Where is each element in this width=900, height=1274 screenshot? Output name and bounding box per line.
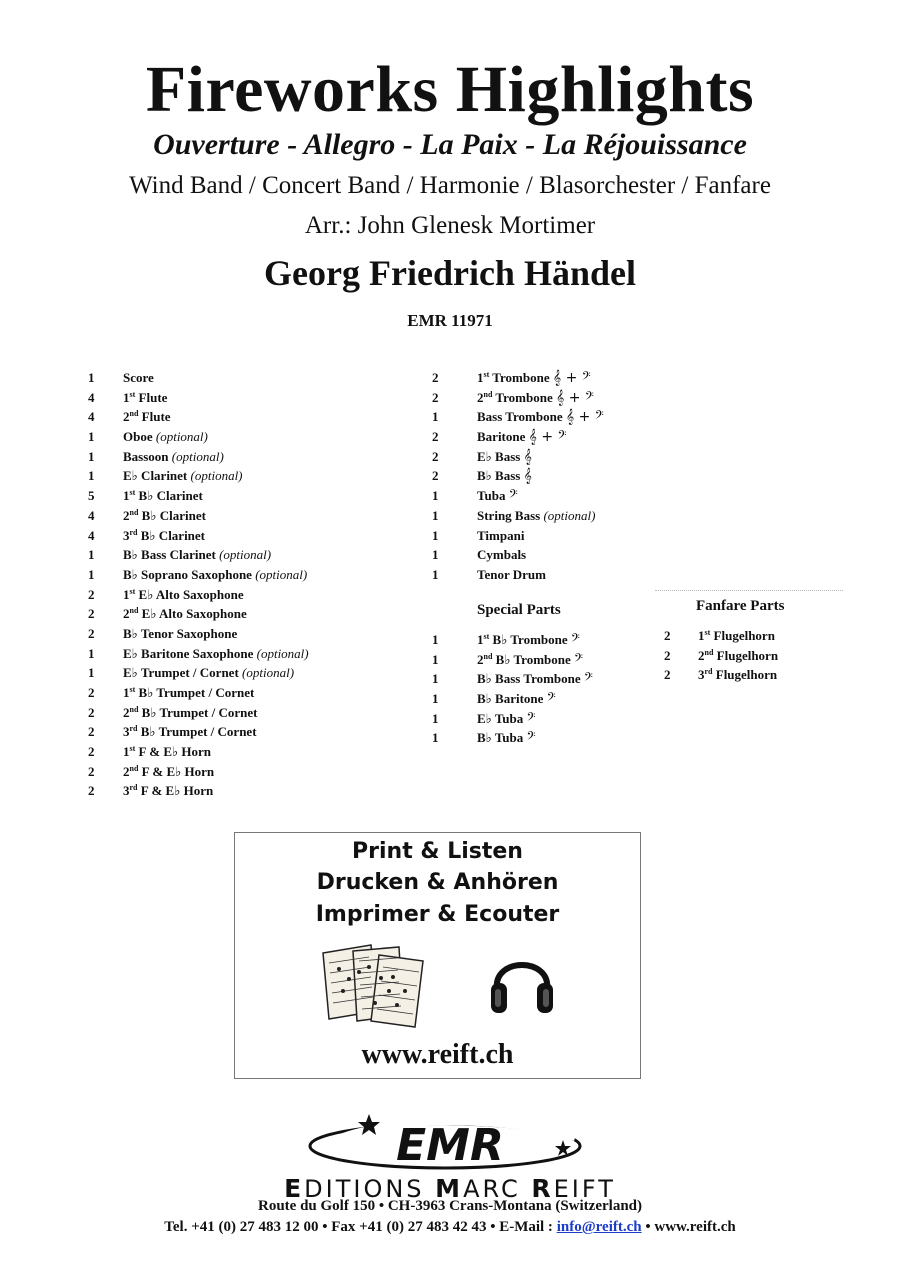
part-quantity: 2 <box>88 586 95 602</box>
part-name: 2nd E♭ Alto Saxophone <box>123 606 247 622</box>
part-quantity: 1 <box>88 468 95 484</box>
part-name: Oboe (optional) <box>123 429 208 445</box>
clef-icon: 𝄢 <box>508 488 518 505</box>
optional-note: (optional) <box>255 566 308 582</box>
part-name: E♭ Bass 𝄞 <box>477 448 532 465</box>
part-quantity: 2 <box>88 763 95 779</box>
part-name: 3rd B♭ Trumpet / Cornet <box>123 724 257 740</box>
part-name: 2nd F & E♭ Horn <box>123 763 215 779</box>
optional-note: (optional) <box>242 665 295 681</box>
ensembles: Wind Band / Concert Band / Harmonie / Blasorchester / Fanfare <box>129 172 771 199</box>
part-name: B♭ Bass 𝄞 <box>477 468 532 485</box>
part-quantity: 1 <box>432 507 439 523</box>
print-listen-box <box>234 832 641 1079</box>
part-name: B♭ Tenor Saxophone <box>123 625 238 641</box>
part-quantity: 5 <box>88 488 95 504</box>
part-quantity: 1 <box>432 651 439 667</box>
part-quantity: 2 <box>432 389 439 405</box>
part-quantity: 1 <box>432 566 439 582</box>
part-name: 1st Flugelhorn <box>698 628 775 643</box>
part-name: E♭ Trumpet / Cornet (optional) <box>123 665 295 681</box>
part-quantity: 1 <box>88 665 95 681</box>
part-quantity: 1 <box>432 691 439 707</box>
part-quantity: 2 <box>664 667 671 683</box>
part-quantity: 2 <box>432 370 439 385</box>
part-quantity: 1 <box>432 632 439 647</box>
part-quantity: 2 <box>664 628 671 643</box>
optional-note: (optional) <box>155 429 208 445</box>
fanfare-divider <box>655 590 843 591</box>
part-quantity: 1 <box>432 710 439 726</box>
subtitle: Ouverture - Allegro - La Paix - La Réjouissance <box>153 128 747 161</box>
part-name: 1st F & E♭ Horn <box>123 744 211 760</box>
part-name: 3rd Flugelhorn <box>698 667 778 683</box>
clef-icon: 𝄞 <box>523 468 532 485</box>
part-name: 2nd Flute <box>123 409 171 425</box>
clef-icon: 𝄢 <box>526 710 536 727</box>
publisher-address: Route du Golf 150 • CH-3963 Crans-Montana (Switzerland) <box>258 1198 642 1214</box>
part-quantity: 2 <box>664 647 671 663</box>
part-quantity: 1 <box>88 429 95 445</box>
part-quantity: 2 <box>432 448 439 464</box>
part-name: B♭ Bass Trombone 𝄢 <box>477 671 593 688</box>
part-name: 2nd B♭ Clarinet <box>123 507 206 523</box>
part-name: E♭ Tuba 𝄢 <box>477 710 536 727</box>
part-name: B♭ Soprano Saxophone (optional) <box>123 566 308 582</box>
part-quantity: 1 <box>88 566 95 582</box>
promo-line-english: Print & Listen <box>352 839 523 864</box>
part-name: 1st Flute <box>123 389 168 405</box>
part-name: 1st B♭ Trumpet / Cornet <box>123 685 255 700</box>
title: Fireworks Highlights <box>145 53 755 126</box>
clef-icon: 𝄢 <box>583 671 593 688</box>
part-quantity: 1 <box>432 488 439 504</box>
part-quantity: 1 <box>432 527 439 543</box>
part-quantity: 1 <box>88 448 95 464</box>
part-name: Cymbals <box>477 547 527 563</box>
part-name: B♭ Baritone 𝄢 <box>477 691 556 708</box>
part-quantity: 2 <box>88 685 95 700</box>
part-quantity: 2 <box>432 468 439 484</box>
part-name: 1st Trombone 𝄞 + 𝄢 <box>477 370 591 386</box>
part-name: 3rd F & E♭ Horn <box>123 783 214 799</box>
part-quantity: 4 <box>88 527 95 543</box>
part-quantity: 4 <box>88 507 95 523</box>
part-quantity: 1 <box>88 547 95 563</box>
part-name: B♭ Bass Clarinet (optional) <box>123 547 272 563</box>
part-quantity: 2 <box>88 625 95 641</box>
publisher-name: EDITIONS MARC REIFT <box>284 1174 616 1203</box>
composer: Georg Friedrich Händel <box>264 253 636 293</box>
part-name: B♭ Tuba 𝄢 <box>477 730 536 747</box>
part-name: 2nd B♭ Trumpet / Cornet <box>123 704 258 720</box>
part-name: 1st B♭ Clarinet <box>123 488 203 504</box>
part-name: E♭ Baritone Saxophone (optional) <box>123 645 309 661</box>
clef-icon: 𝄢 <box>570 632 580 648</box>
part-quantity: 4 <box>88 389 95 405</box>
part-name: 1st B♭ Trombone 𝄢 <box>477 632 580 648</box>
part-quantity: 2 <box>88 704 95 720</box>
part-name: Bass Trombone 𝄞 + 𝄢 <box>477 409 604 426</box>
clef-icon: 𝄢 <box>526 730 536 747</box>
part-quantity: 1 <box>88 645 95 661</box>
clef-icon: 𝄞 + 𝄢 <box>555 389 594 406</box>
headphones-icon <box>487 941 557 1021</box>
part-quantity: 2 <box>432 429 439 445</box>
arranger: Arr.: John Glenesk Mortimer <box>304 212 596 239</box>
part-quantity: 2 <box>88 744 95 760</box>
part-name: Score <box>123 370 154 385</box>
part-name: 1st E♭ Alto Saxophone <box>123 586 244 602</box>
special-parts-heading: Special Parts <box>477 602 561 618</box>
part-name: 2nd B♭ Trombone 𝄢 <box>477 651 584 668</box>
part-quantity: 4 <box>88 409 95 425</box>
part-name: Timpani <box>477 527 525 543</box>
part-quantity: 1 <box>432 730 439 746</box>
optional-note: (optional) <box>256 645 309 661</box>
clef-icon: 𝄞 + 𝄢 <box>528 429 567 446</box>
clef-icon: 𝄢 <box>546 691 556 708</box>
promo-line-french: Imprimer & Ecouter <box>315 902 560 927</box>
part-quantity: 2 <box>88 783 95 799</box>
part-quantity: 2 <box>88 606 95 622</box>
optional-note: (optional) <box>171 448 224 464</box>
sheet-music-icon <box>319 941 429 1031</box>
part-name: E♭ Clarinet (optional) <box>123 468 243 484</box>
clef-icon: 𝄞 + 𝄢 <box>552 370 591 386</box>
catalog-number: EMR 11971 <box>407 311 493 330</box>
part-quantity: 1 <box>432 409 439 425</box>
optional-note: (optional) <box>543 507 596 523</box>
email-link[interactable]: info@reift.ch <box>556 1219 642 1235</box>
emr-logo <box>305 1108 595 1174</box>
part-quantity: 1 <box>432 547 439 563</box>
svg-text:EMR: EMR <box>396 1120 504 1171</box>
promo-line-german: Drucken & Anhören <box>316 870 559 895</box>
optional-note: (optional) <box>190 468 243 484</box>
part-name: Tuba 𝄢 <box>477 488 518 505</box>
part-name: Tenor Drum <box>477 566 546 582</box>
part-name: Baritone 𝄞 + 𝄢 <box>477 429 567 446</box>
clef-icon: 𝄞 + 𝄢 <box>565 409 604 426</box>
promo-website: www.reift.ch <box>361 1039 514 1070</box>
part-name: Bassoon (optional) <box>123 448 224 464</box>
part-quantity: 2 <box>88 724 95 740</box>
part-name: 3rd B♭ Clarinet <box>123 527 206 543</box>
part-quantity: 1 <box>88 370 95 385</box>
clef-icon: 𝄢 <box>574 651 584 668</box>
part-quantity: 1 <box>432 671 439 687</box>
part-name: 2nd Trombone 𝄞 + 𝄢 <box>477 389 594 406</box>
publisher-contact: Tel. +41 (0) 27 483 12 00 • Fax +41 (0) 27 483 42 43 • E-Mail : info@reift.ch • www.reift.ch <box>164 1219 736 1235</box>
clef-icon: 𝄞 <box>523 448 532 465</box>
fanfare-parts-heading: Fanfare Parts <box>696 598 785 614</box>
part-name: String Bass (optional) <box>477 507 596 523</box>
part-name: 2nd Flugelhorn <box>698 647 779 663</box>
optional-note: (optional) <box>219 547 272 563</box>
